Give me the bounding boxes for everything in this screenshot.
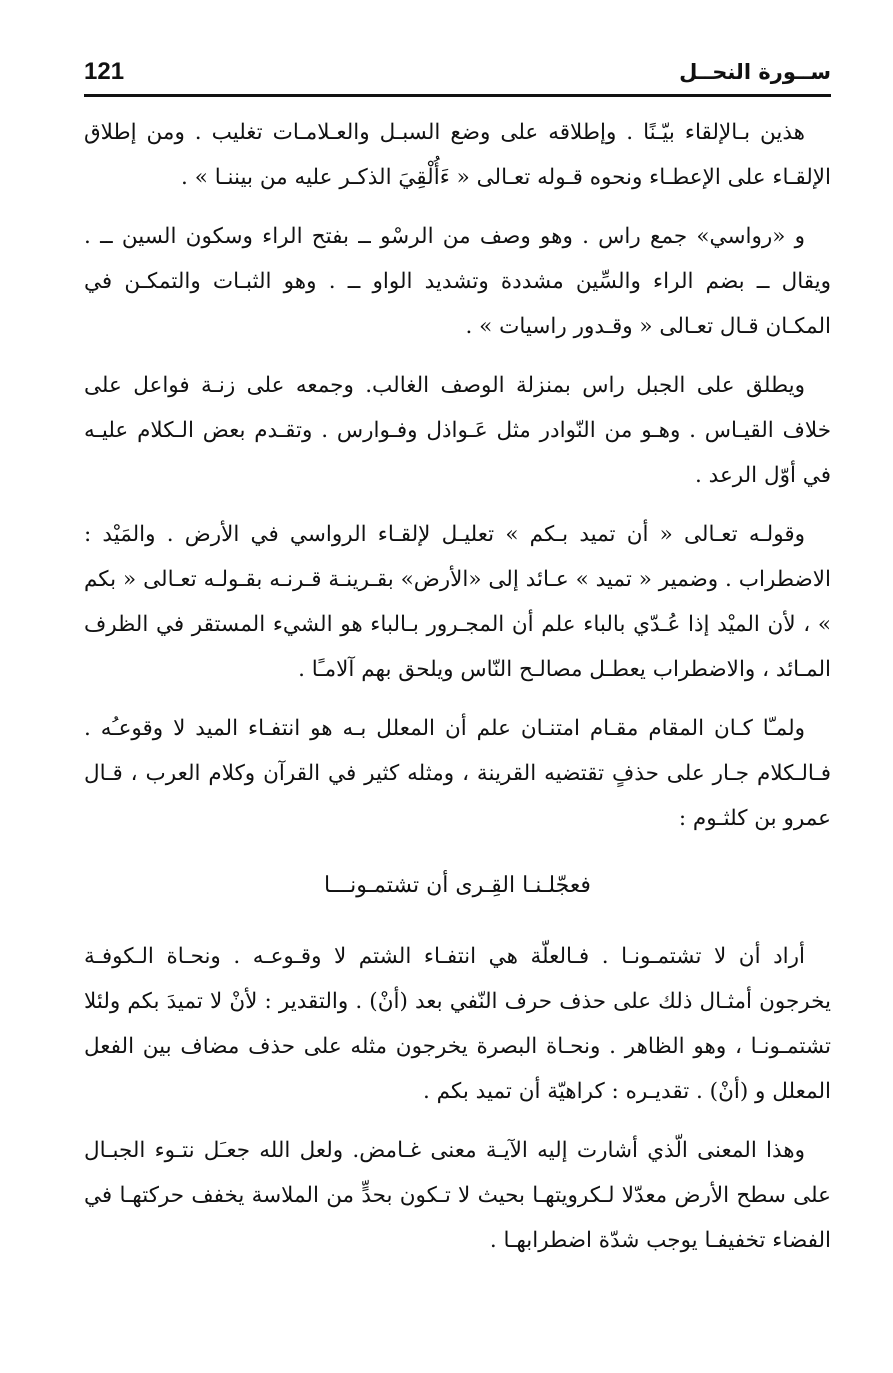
paragraph: ويطلق على الجبل راس بمنزلة الوصف الغالب. وجمعه على زنـة فواعل على خلاف القيـاس . وهـو من النّوادر مثل عَـواذل وفـوارس . وتقـدم بعض الـكلام عليـه في أوّل الرعد . (84, 373, 831, 488)
paragraph: وقولـه تعـالى « أن تميد بـكم » تعليـل لإلقـاء الرواسي في الأرض . والمَيْد : الاضطراب . وضمير « تميد » عـائد إلى «الأرض» بقـرينـة قـرنـه بقـولـه تعـالى « بكم » ، لأن الميْد إذا عُـدّي بالباء علم أن المجـرور بـالباء هو الشيء المستقر في الظرف المـائد ، والاضطراب يعطـل مصالـح النّاس ويلحق بهم آلامـًا . (84, 522, 831, 682)
paragraph: و «رواسي» جمع راس . وهو وصف من الرسْو ــ بفتح الراء وسكون السين ــ . ويقال ــ بضم الراء والسِّين مشددة وتشديد الواو ــ . وهو الثبـات والتمكـن في المكـان قـال تعـالى « وقـدور راسيات » . (84, 224, 831, 339)
page-number: 121 (84, 58, 125, 85)
paragraph: هذين بـالإلقاء بيّـنًا . وإطلاقه على وضع السبـل والعـلامـات تغليب . ومن إطلاق الإلقـاء على الإعطـاء ونحوه قـوله تعـالى « ءَأُلْقِيَ الذكـر عليه من بيننـا » . (84, 120, 831, 190)
header-rule (84, 94, 831, 97)
paragraph: ولمـّا كـان المقام مقـام امتنـان علم أن المعلل بـه هو انتفـاء الميد لا وقوعـُه . فـالـكلام جـار على حذفٍ تقتضيه القرينة ، ومثله كثير في القرآن وكلام العرب ، قـال عمرو بن كلثـوم : (84, 716, 831, 831)
page-header (84, 56, 831, 92)
running-title: ســورة النحــل (679, 60, 831, 84)
paragraph: وهذا المعنى الّذي أشارت إليه الآيـة معنى غـامض. ولعل الله جعـَل نتـوء الجبـال على سطح الأرض معدّلا لـكرويتهـا بحيث لا تـكون بحدٍّ من الملاسة يخفف حركتهـا في الفضاء تخفيفـا يوجب شدّة اضطرابهـا . (84, 1138, 831, 1253)
body-text (84, 110, 831, 1277)
poetry-verse: فعجّلـنـا القِـرى أن تشتمـونـــا (324, 873, 591, 898)
paragraph: أراد أن لا تشتمـونـا . فـالعلّة هي انتفـاء الشتم لا وقـوعـه . ونحـاة الـكوفـة يخرجون أمثـال ذلك على حذف حرف النّفي بعد (أنْ) . والتقدير : لأنْ لا تميدَ بكم ولئلا تشتمـونـا ، وهو الظاهر . ونحـاة البصرة يخرجون مثله على حذف مضاف بين الفعل المعلل و (أنْ) . تقديـره : كراهيّة أن تميد بكم . (84, 944, 831, 1104)
